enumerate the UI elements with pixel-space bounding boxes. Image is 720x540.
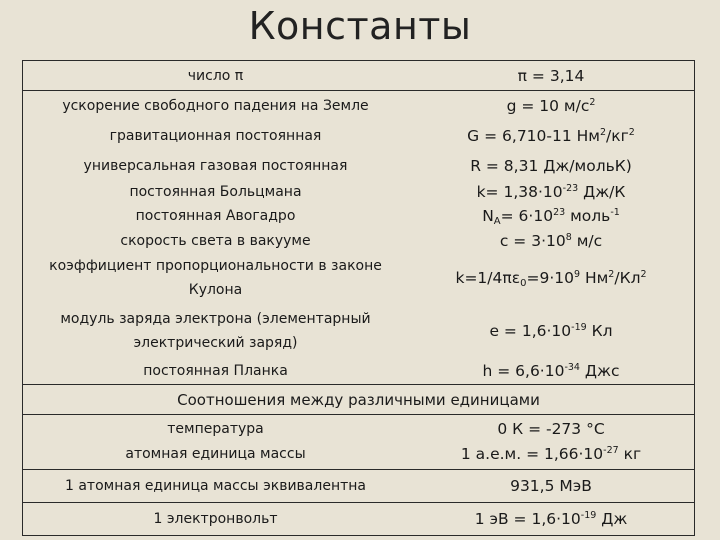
relation-name: 1 атомная единица массы эквивалентна <box>65 478 366 494</box>
constant-name: скорость света в вакууме <box>120 233 311 249</box>
constant-name: модуль заряда электрона (элементарный электрический заряд) <box>60 311 371 351</box>
row-divider <box>23 384 694 385</box>
page-title: Константы <box>248 4 472 48</box>
constant-value: $e = 1,6\cdot 10^{-19}$ Кл <box>489 322 613 340</box>
relation-value: 1 а.е.м. = $1,66\cdot 10^{-27}$ кг <box>460 445 642 463</box>
relation-value: 1 эВ = $1,6\cdot 10^{-19}$ Дж <box>474 510 628 528</box>
constant-value: $k=1/4\pi\varepsilon_0=9\cdot 10^9$ $Нм^2/Кл^2$ <box>455 269 647 289</box>
relation-name: атомная единица массы <box>125 446 306 462</box>
relation-value: 931,5 МэВ <box>510 477 592 495</box>
constant-value: π = 3,14 <box>517 67 585 85</box>
constants-table <box>22 60 695 536</box>
row-divider <box>23 90 694 91</box>
constant-value: g = 10 $м/с^2$ <box>506 97 596 115</box>
constant-value: $N_A= 6\cdot 10^{23}$ моль$^{-1}$ <box>482 207 620 227</box>
constant-name: число π <box>187 68 244 84</box>
constant-name: гравитационная постоянная <box>109 128 322 144</box>
section-header: Соотношения между различными единицами <box>177 390 540 409</box>
constant-value: G = 6,710-11 $Нм^2/кг^2$ <box>467 127 635 145</box>
relation-value: 0 К = -273 °С <box>497 420 605 438</box>
constant-value: $h = 6,6\cdot 10^{-34}$ Джс <box>482 362 620 380</box>
relation-name: 1 электронвольт <box>153 511 278 527</box>
constant-name: ускорение свободного падения на Земле <box>62 98 369 114</box>
row-divider <box>23 502 694 503</box>
constant-value: $k= 1,38\cdot 10^{-23}$ Дж/К <box>476 183 626 201</box>
relation-name: температура <box>167 421 264 437</box>
row-divider <box>23 469 694 470</box>
constant-name: коэффициент пропорциональности в законе Кулона <box>49 258 382 298</box>
constant-name: постоянная Планка <box>143 363 288 379</box>
constant-value: $c = 3\cdot 10^8$ м/с <box>499 232 603 250</box>
row-divider <box>23 414 694 415</box>
constant-name: постоянная Авогадро <box>135 208 296 224</box>
constant-name: универсальная газовая постоянная <box>83 158 348 174</box>
constant-name: постоянная Больцмана <box>129 184 302 200</box>
constant-value: R = 8,31 Дж/мольК) <box>470 157 632 175</box>
